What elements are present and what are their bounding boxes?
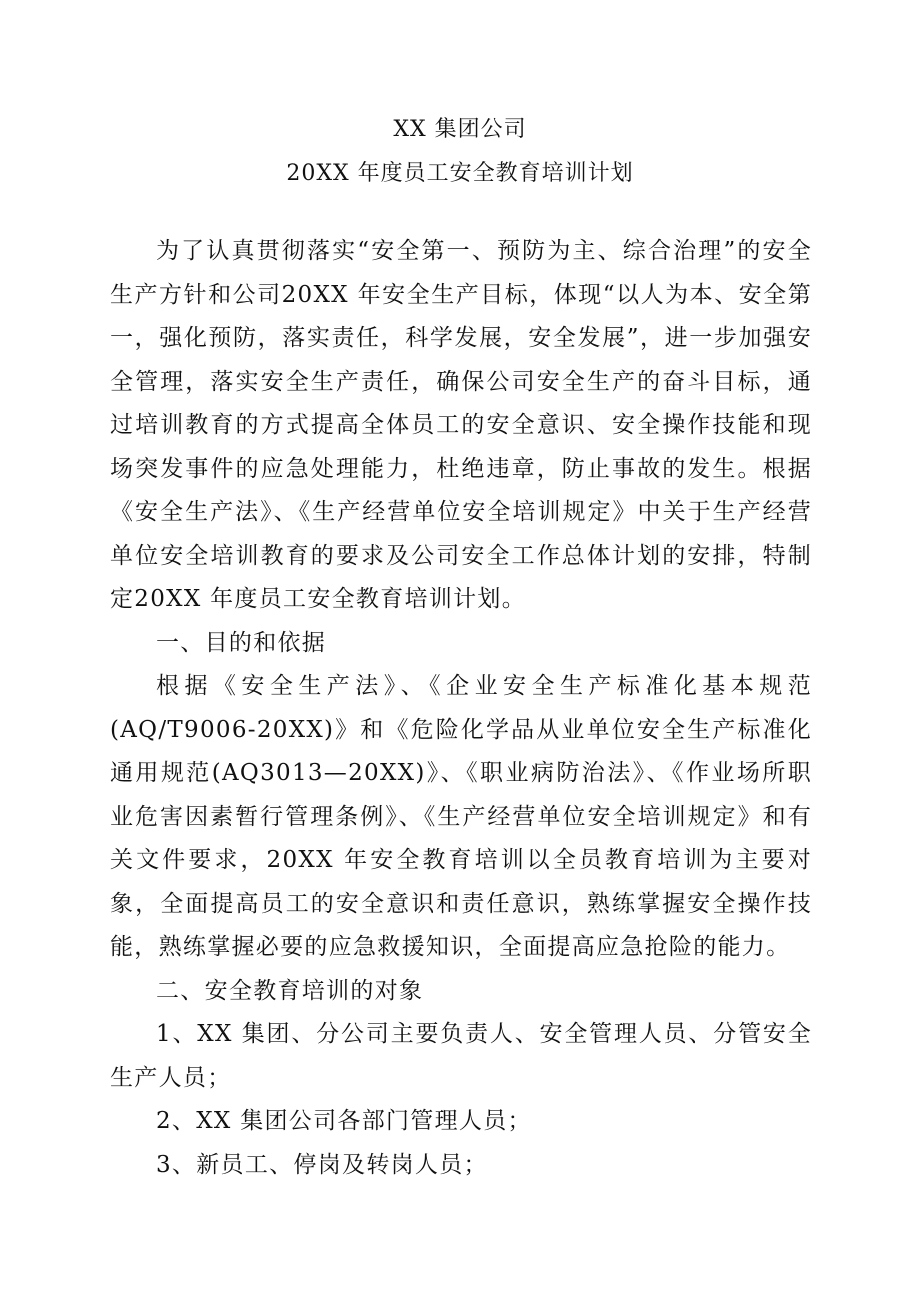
target-item-2: 2、XX 集团公司各部门管理人员；: [156, 1108, 532, 1134]
company-name: XX 集团公司: [393, 117, 527, 142]
document-body: [110, 230, 812, 1187]
section-heading-purpose: 一、目的和依据: [156, 629, 327, 656]
section-heading-targets: 二、安全教育培训的对象: [156, 977, 424, 1004]
target-item-1: 1、XX 集团、分公司主要负责人、安全管理人员、分管安全生产人员；: [110, 1021, 812, 1091]
document-title: 20XX 年度员工安全教育培训计划: [286, 161, 634, 186]
purpose-paragraph: 根据《安全生产法》、《企业安全生产标准化基本规范(AQ/T9006-20XX)》和《危险化学品从业单位安全生产标准化通用规范(AQ3013—20XX)》、《职业病防治法》、《作业场所职业危害因素暂行管理条例》、《生产经营单位安全培训规定》和有关文件要求，20XX 年安全教育培训以全员教育培训为主要对象，全面提高员工的安全意识和责任意识，熟练掌握安全操作技能，熟练掌握必要的应急救援知识，全面提高应急抢险的能力。: [110, 673, 812, 960]
intro-paragraph: 为了认真贯彻落实“安全第一、预防为主、综合治理”的安全生产方针和公司20XX 年安全生产目标，体现“以人为本、安全第一，强化预防，落实责任，科学发展，安全发展”，进一步加强安全管理，落实安全生产责任，确保公司安全生产的奋斗目标，通过培训教育的方式提高全体员工的安全意识、安全操作技能和现场突发事件的应急处理能力，杜绝违章，防止事故的发生。根据《安全生产法》、《生产经营单位安全培训规定》中关于生产经营单位安全培训教育的要求及公司安全工作总体计划的安排，特制定20XX 年度员工安全教育培训计划。: [110, 238, 812, 612]
target-item-3: 3、新员工、停岗及转岗人员；: [156, 1151, 488, 1178]
